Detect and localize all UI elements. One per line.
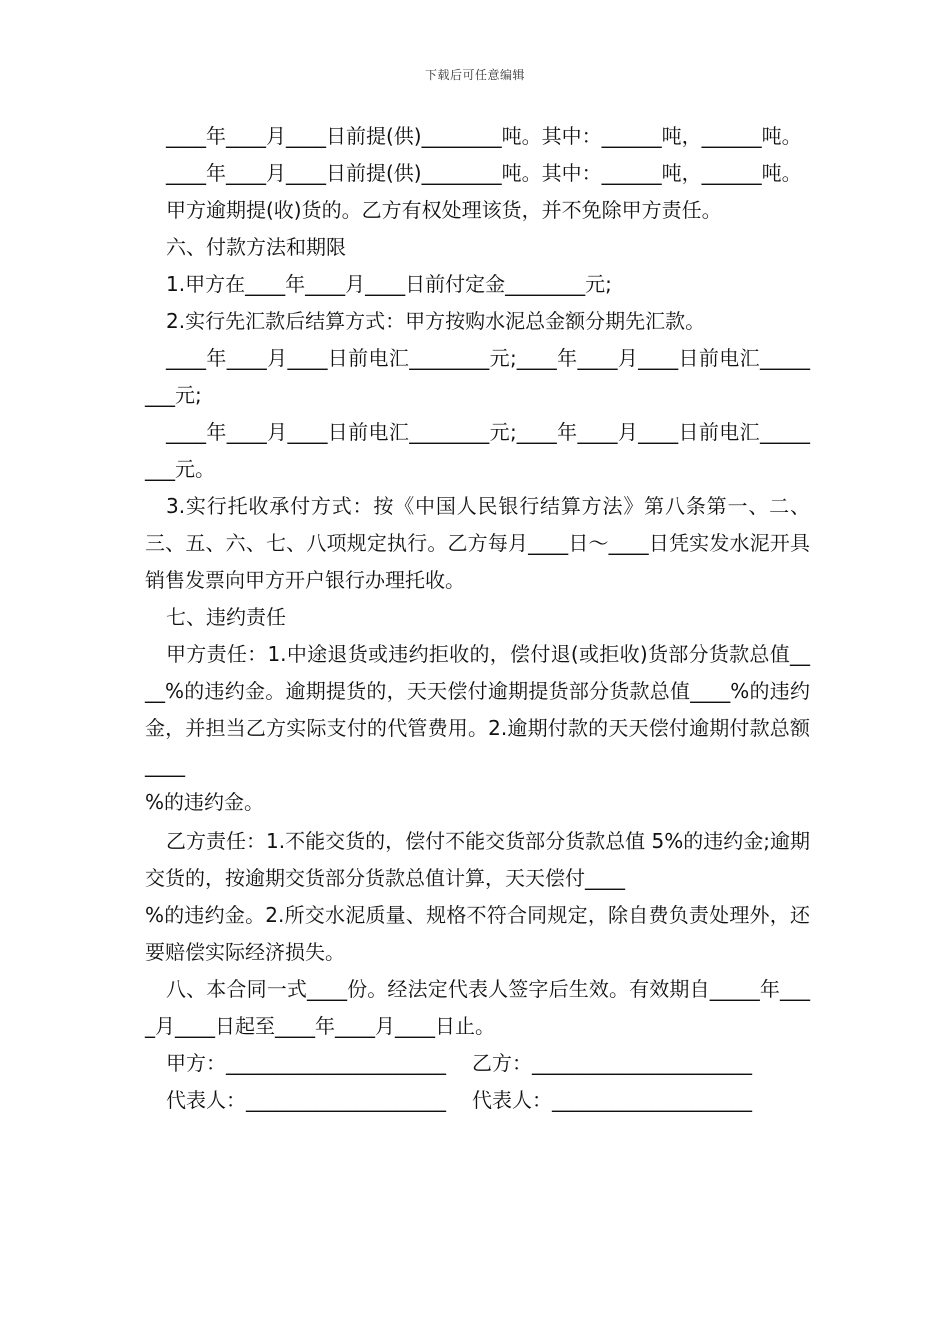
signature-row-representatives [145, 1082, 810, 1119]
page-header-note: 下载后可任意编辑 [424, 68, 525, 82]
party-a-liability-clause: 甲方责任：1.中途退货或违约拒收的，偿付退(或拒收)货部分货款总值____%的违约金。逾期提货的，天天偿付逾期提货部分货款总值____%的违约金，并担当乙方实际支付的代管费用。2.逾期付款的天天偿付逾期付款总额____ [145, 642, 810, 777]
section-heading-liability: 七、违约责任 [166, 605, 286, 629]
section-copies-validity: 八、本合同一式____份。经法定代表人签字后生效。有效期自_____年____月____日起至____年____月____日止。 [145, 977, 810, 1038]
party-b-liability-clause-end: %的违约金。2.所交水泥质量、规格不符合同规定，除自费负责处理外，还要赔偿实际经济损失。 [145, 903, 810, 964]
payment-clause-collection: 3.实行托收承付方式：按《中国人民银行结算方法》第八条第一、二、三、五、六、七、八项规定执行。乙方每月____日～____日凭实发水泥开具销售发票向甲方开户银行办理托收。 [145, 494, 810, 592]
party-a-liability-clause-end: %的违约金。 [145, 790, 265, 814]
contract-body [145, 118, 810, 1119]
section-heading-payment: 六、付款方法和期限 [166, 235, 346, 259]
party-b-representative-field: 代表人：____________________ [472, 1088, 752, 1112]
remittance-schedule-line: ____年____月____日前电汇________元;____年____月____日前电汇________元; [145, 346, 810, 407]
remittance-schedule-line: ____年____月____日前电汇________元;____年____月____日前电汇________元。 [145, 420, 810, 481]
party-a-representative-field: 代表人：____________________ [166, 1088, 446, 1112]
delivery-schedule-line: ____年____月____日前提(供)________吨。其中：______吨，______吨。 [166, 161, 802, 185]
overdue-pickup-clause: 甲方逾期提(收)货的。乙方有权处理该货，并不免除甲方责任。 [166, 198, 722, 222]
delivery-schedule-line: ____年____月____日前提(供)________吨。其中：______吨，______吨。 [166, 124, 802, 148]
party-b-signature-field: 乙方：______________________ [472, 1051, 752, 1075]
payment-clause-deposit: 1.甲方在____年____月____日前付定金________元; [166, 272, 612, 296]
payment-clause-prepay: 2.实行先汇款后结算方式：甲方按购水泥总金额分期先汇款。 [166, 309, 706, 333]
party-b-liability-clause: 乙方责任：1.不能交货的，偿付不能交货部分货款总值 5%的违约金;逾期交货的，按逾期交货部分货款总值计算，天天偿付____ [145, 829, 810, 890]
party-a-signature-field: 甲方：______________________ [166, 1051, 446, 1075]
signature-row-parties [145, 1045, 810, 1082]
